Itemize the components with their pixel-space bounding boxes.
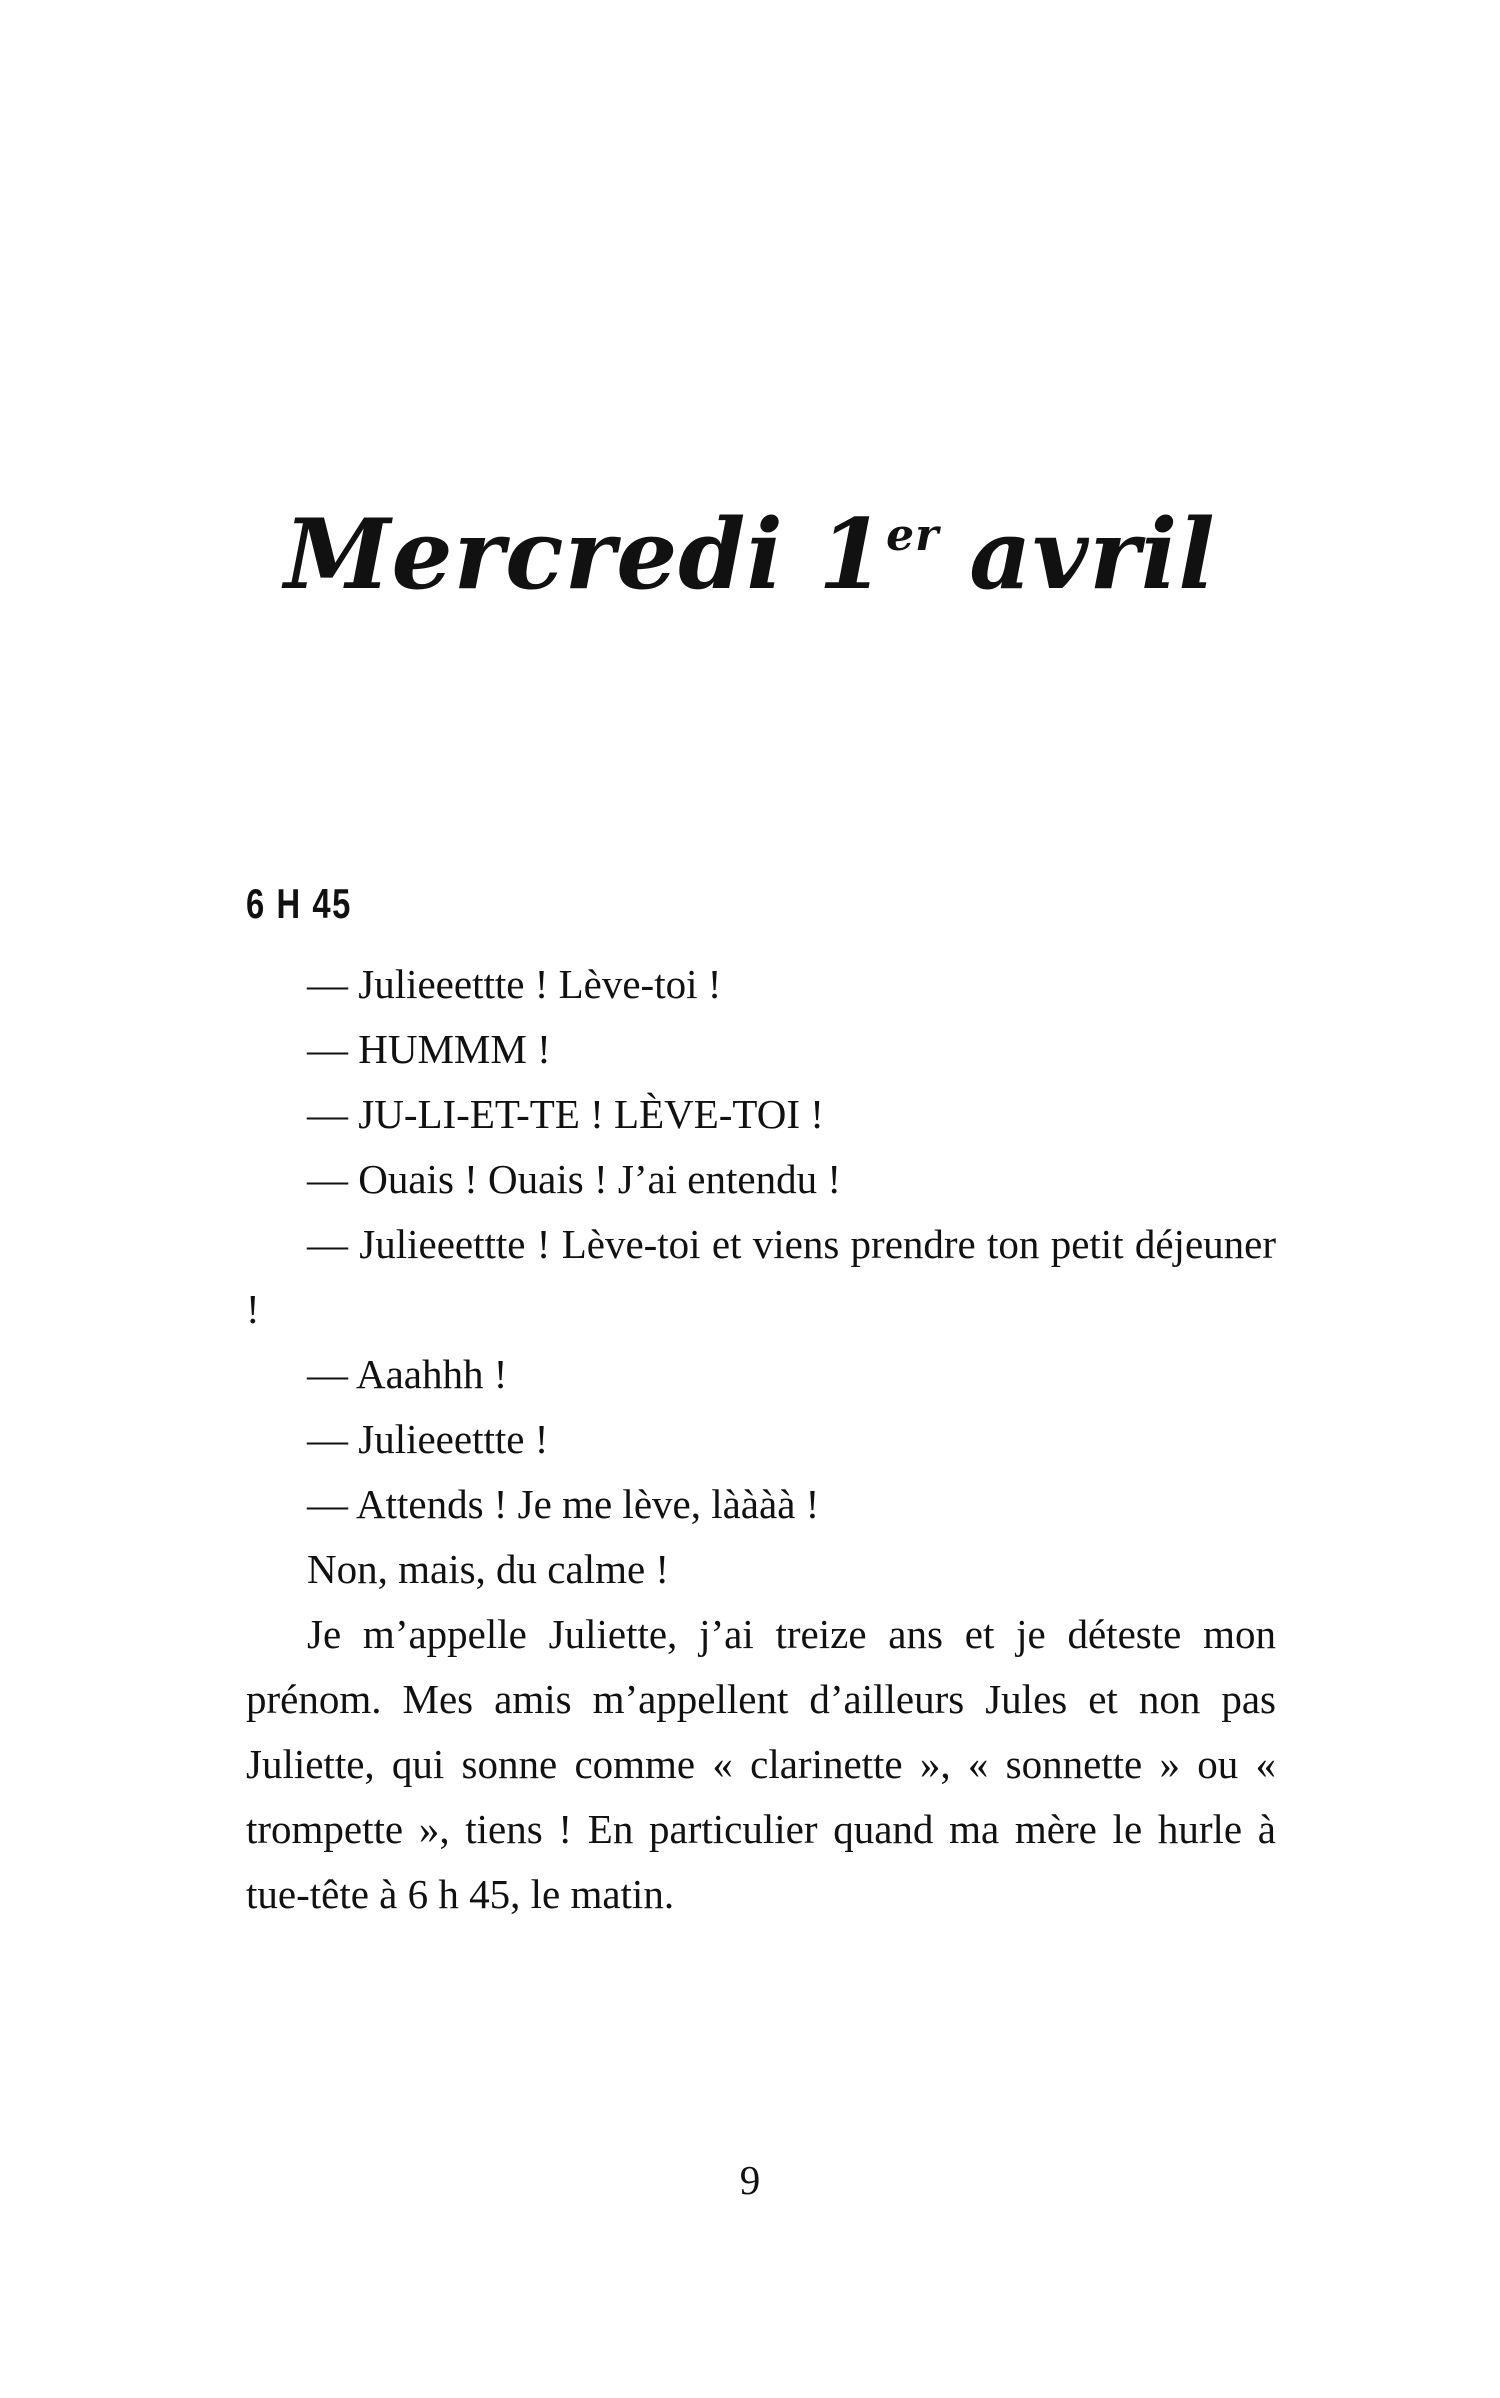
paragraph-3: — JU-LI-ET-TE ! LÈVE-TOI !	[307, 1091, 824, 1137]
paragraph-8: — Attends ! Je me lève, làààà !	[307, 1481, 820, 1527]
paragraph-6: — Aaahhh !	[307, 1351, 508, 1397]
paragraph-7: — Julieeettte !	[307, 1416, 549, 1462]
chapter-title-superscript: er	[886, 510, 940, 561]
chapter-title	[0, 495, 1500, 634]
paragraph-9: Non, mais, du calme !	[307, 1546, 670, 1592]
chapter-title-main: Mercredi 1	[284, 498, 887, 611]
chapter-title-end: avril	[969, 498, 1216, 611]
paragraph-4: — Ouais ! Ouais ! J’ai entendu !	[307, 1156, 842, 1202]
page-number: 9	[739, 2157, 761, 2203]
paragraph-10: Je m’appelle Juliette, j’ai treize ans et je déteste mon prénom. Mes amis m’appellent d’ailleurs Jules et non pas Juliette, qui sonne comme « clarinette », « sonnette » ou « trompette », tiens ! En particulier quand ma mère le hurle à tue-tête à 6 h 45, le matin.	[246, 1611, 1276, 1917]
paragraph-1: — Julieeettte ! Lève-toi !	[307, 961, 722, 1007]
time-heading: 6 H 45	[246, 880, 352, 927]
body-text	[246, 952, 1276, 1927]
paragraph-5: — Julieeettte ! Lève-toi et viens prendre ton petit déjeuner !	[246, 1221, 1276, 1332]
paragraph-2: — HUMMM !	[307, 1026, 551, 1072]
